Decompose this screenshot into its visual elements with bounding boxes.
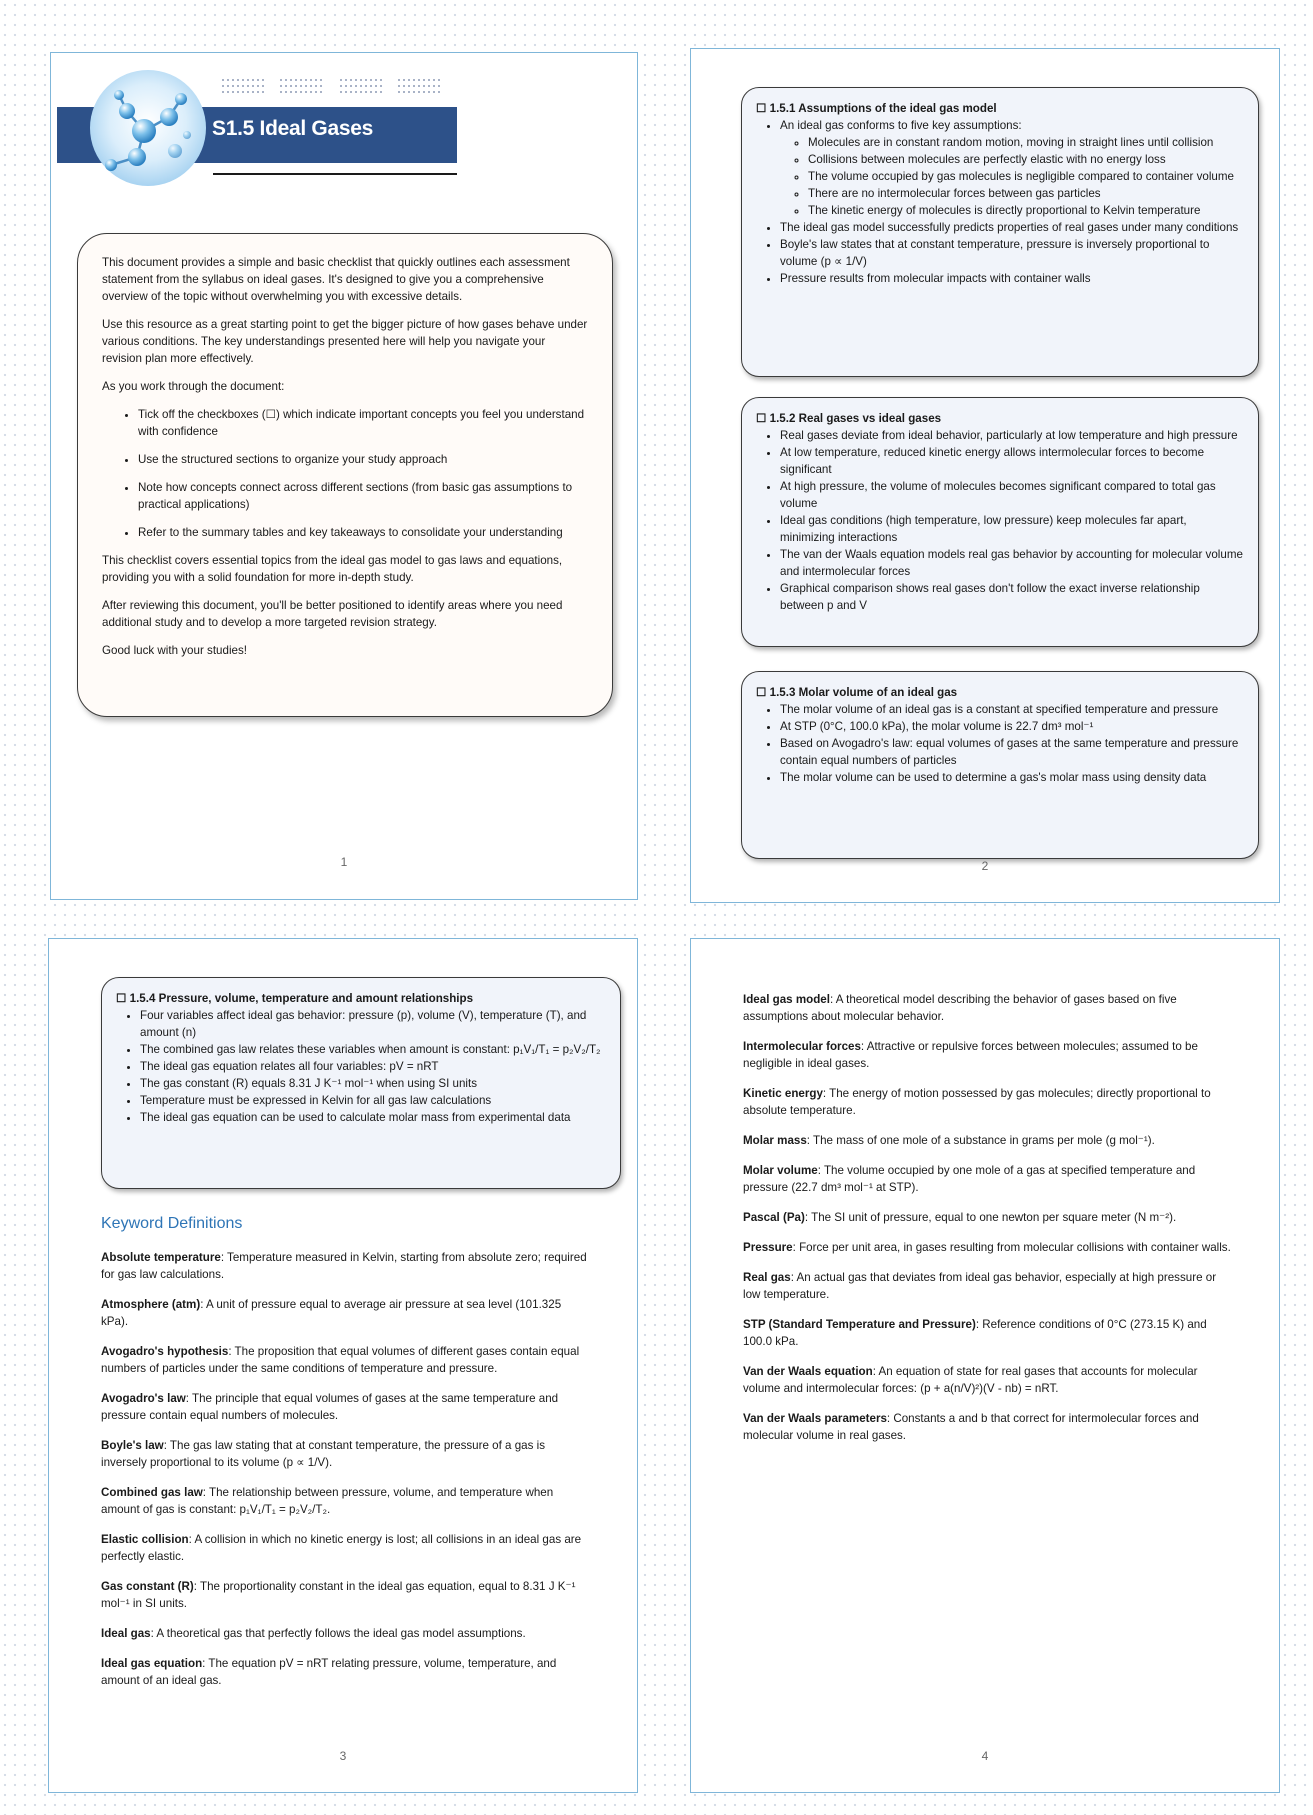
list-item: • Ideal gas conditions (high temperature, low pressure) keep molecules far apart, minimizing interactions	[780, 512, 1244, 546]
list-item: ◦ The kinetic energy of molecules is directly proportional to Kelvin temperature	[808, 202, 1244, 219]
intro-paragraph: As you work through the document:	[102, 380, 285, 393]
list-item: ◦ Collisions between molecules are perfectly elastic with no energy loss	[808, 151, 1244, 168]
list-item: • Pressure results from molecular impacts with container walls	[780, 270, 1244, 287]
list-item: • The ideal gas model successfully predicts properties of real gases under many conditions	[780, 219, 1244, 236]
list-item: • The molar volume of an ideal gas is a constant at specified temperature and pressure	[780, 701, 1244, 718]
section-card-1-5-2	[741, 397, 1259, 647]
checkbox-icon[interactable]: ☐	[756, 102, 767, 115]
keyword-definition: Pressure: Force per unit area, in gases resulting from molecular collisions with container walls.	[743, 1241, 1231, 1254]
keyword-definition: Molar volume: The volume occupied by one mole of a gas at specified temperature and pressure (22.7 dm³ mol⁻¹ at STP).	[743, 1164, 1196, 1194]
list-item: • The ideal gas equation can be used to calculate molar mass from experimental data	[140, 1109, 606, 1126]
list-item: • Tick off the checkboxes (☐) which indicate important concepts you feel you understand with confidence	[138, 406, 588, 440]
section-title: ☐ 1.5.2 Real gases vs ideal gases	[756, 412, 942, 425]
section-card-1-5-1	[741, 87, 1259, 377]
list-item: • At low temperature, reduced kinetic energy allows intermolecular forces to become significant	[780, 444, 1244, 478]
intro-paragraph: This document provides a simple and basic checklist that quickly outlines each assessment statement from the syllabus on ideal gases. It's designed to give you a comprehensive overview of the topic without overwhelming you with excessive details.	[102, 256, 570, 303]
intro-paragraph: Good luck with your studies!	[102, 644, 247, 657]
list-item: ◦ Molecules are in constant random motion, moving in straight lines until collision	[808, 134, 1244, 151]
list-item: • Graphical comparison shows real gases don't follow the exact inverse relationship between p and V	[780, 580, 1244, 614]
intro-paragraph: After reviewing this document, you'll be better positioned to identify areas where you need additional study and to develop a more targeted revision strategy.	[102, 599, 563, 629]
checkbox-icon[interactable]: ☐	[756, 686, 767, 699]
list-item: • An ideal gas conforms to five key assumptions: ◦ Molecules are in constant random motion, moving in straight lines until collision ◦ Collisions between molecules are perfectly elastic with no energy loss ◦ The volume occupied by gas molecules is negligible compared to container volume ◦ There are no intermolecular forces between gas particles ◦ The kinetic energy of molecules is directly proportional to Kelvin temperature	[780, 117, 1244, 219]
list-item: • At high pressure, the volume of molecules becomes significant compared to total gas volume	[780, 478, 1244, 512]
page-number: 2	[981, 859, 989, 873]
intro-bullet-list	[102, 406, 588, 541]
list-item: • Real gases deviate from ideal behavior, particularly at low temperature and high pressure	[780, 427, 1244, 444]
keyword-definition: Molar mass: The mass of one mole of a substance in grams per mole (g mol⁻¹).	[743, 1134, 1155, 1147]
section-title: ☐ 1.5.1 Assumptions of the ideal gas model	[756, 102, 997, 115]
keyword-definition: Van der Waals equation: An equation of state for real gases that accounts for molecular volume and intermolecular forces: (p + a(n/V)²)(V - nb) = nRT.	[743, 1365, 1198, 1395]
keyword-definitions-heading: Keyword Definitions	[101, 1215, 243, 1232]
page-2	[690, 48, 1280, 903]
keyword-definition: Ideal gas equation: The equation pV = nRT relating pressure, volume, temperature, and amount of an ideal gas.	[101, 1657, 557, 1687]
keyword-definition: Real gas: An actual gas that deviates from ideal gas behavior, especially at high pressure or low temperature.	[743, 1271, 1217, 1301]
list-item: • Note how concepts connect across different sections (from basic gas assumptions to practical applications)	[138, 479, 588, 513]
intro-paragraph: Use this resource as a great starting point to get the bigger picture of how gases behave under various conditions. The key understandings presented here will help you navigate your revision plan more effectively.	[102, 318, 588, 365]
list-item: • At STP (0°C, 100.0 kPa), the molar volume is 22.7 dm³ mol⁻¹	[780, 718, 1244, 735]
list-item: • Refer to the summary tables and key takeaways to consolidate your understanding	[138, 524, 588, 541]
page-number: 4	[981, 1749, 989, 1763]
keyword-definition: Van der Waals parameters: Constants a and b that correct for intermolecular forces and molecular volume in real gases.	[743, 1412, 1199, 1442]
keyword-definition: Avogadro's law: The principle that equal volumes of gases at the same temperature and pressure contain equal numbers of molecules.	[101, 1392, 559, 1422]
keyword-definition: Kinetic energy: The energy of motion possessed by gas molecules; directly proportional to absolute temperature.	[743, 1087, 1211, 1117]
keyword-definition: Pascal (Pa): The SI unit of pressure, equal to one newton per square meter (N m⁻²).	[743, 1211, 1177, 1224]
list-item: • The van der Waals equation models real gas behavior by accounting for molecular volume and intermolecular forces	[780, 546, 1244, 580]
page-1	[50, 52, 638, 900]
keyword-definition: STP (Standard Temperature and Pressure): Reference conditions of 0°C (273.15 K) and 100.0 kPa.	[743, 1318, 1207, 1348]
list-item: • The combined gas law relates these variables when amount is constant: p₁V₁/T₁ = p₂V₂/T₂	[140, 1041, 606, 1058]
keyword-definition: Boyle's law: The gas law stating that at constant temperature, the pressure of a gas is inversely proportional to its volume (p ∝ 1/V).	[101, 1439, 545, 1469]
page-4	[690, 938, 1280, 1793]
list-item: • The gas constant (R) equals 8.31 J K⁻¹ mol⁻¹ when using SI units	[140, 1075, 606, 1092]
document-title: S1.5 Ideal Gases	[212, 117, 373, 140]
page-3	[48, 938, 638, 1793]
keyword-definition: Elastic collision: A collision in which no kinetic energy is lost; all collisions in an ideal gas are perfectly elastic.	[101, 1533, 582, 1563]
keyword-definition: Ideal gas: A theoretical gas that perfectly follows the ideal gas model assumptions.	[101, 1627, 526, 1640]
checkbox-icon[interactable]: ☐	[756, 412, 767, 425]
keyword-definition: Gas constant (R): The proportionality constant in the ideal gas equation, equal to 8.31 J K⁻¹ mol⁻¹ in SI units.	[101, 1580, 576, 1610]
list-item: ◦ There are no intermolecular forces between gas particles	[808, 185, 1244, 202]
list-item: • Temperature must be expressed in Kelvin for all gas law calculations	[140, 1092, 606, 1109]
list-item: ◦ The volume occupied by gas molecules is negligible compared to container volume	[808, 168, 1244, 185]
list-item: • The molar volume can be used to determine a gas's molar mass using density data	[780, 769, 1244, 786]
banner-overlay	[57, 107, 457, 163]
keyword-definition: Avogadro's hypothesis: The proposition that equal volumes of different gases contain equal numbers of particles under the same conditions of temperature and pressure.	[101, 1345, 580, 1375]
intro-card	[77, 233, 613, 717]
list-item: • Based on Avogadro's law: equal volumes of gases at the same temperature and pressure contain equal numbers of particles	[780, 735, 1244, 769]
keyword-definition: Intermolecular forces: Attractive or repulsive forces between molecules; assumed to be negligible in ideal gases.	[743, 1040, 1198, 1070]
section-title: ☐ 1.5.4 Pressure, volume, temperature and amount relationships	[116, 992, 474, 1005]
list-item: • The ideal gas equation relates all four variables: pV = nRT	[140, 1058, 606, 1075]
keyword-definition: Combined gas law: The relationship between pressure, volume, and temperature when amount of gas is constant: p₁V₁/T₁ = p₂V₂/T₂.	[101, 1486, 554, 1516]
list-item: • Use the structured sections to organize your study approach	[138, 451, 588, 468]
keyword-definition: Atmosphere (atm): A unit of pressure equal to average air pressure at sea level (101.325 kPa).	[101, 1298, 562, 1328]
page-number: 1	[340, 855, 348, 869]
section-title: ☐ 1.5.3 Molar volume of an ideal gas	[756, 686, 958, 699]
keyword-definition: Ideal gas model: A theoretical model describing the behavior of gases based on five assumptions about molecular behavior.	[743, 993, 1177, 1023]
section-card-1-5-4	[101, 977, 621, 1189]
keyword-list	[743, 991, 1233, 1457]
list-item: • Boyle's law states that at constant temperature, pressure is inversely proportional to volume (p ∝ 1/V)	[780, 236, 1244, 270]
keyword-list	[101, 1249, 591, 1702]
keyword-definition: Absolute temperature: Temperature measured in Kelvin, starting from absolute zero; required for gas law calculations.	[101, 1251, 587, 1281]
title-underline	[213, 173, 457, 175]
intro-paragraph: This checklist covers essential topics from the ideal gas model to gas laws and equations, providing you with a solid foundation for more in-depth study.	[102, 554, 563, 584]
page-number: 3	[339, 1749, 347, 1763]
list-item: • Four variables affect ideal gas behavior: pressure (p), volume (V), temperature (T), and amount (n)	[140, 1007, 606, 1041]
decorative-dots-icon	[221, 77, 446, 99]
section-card-1-5-3	[741, 671, 1259, 859]
checkbox-icon[interactable]: ☐	[116, 992, 127, 1005]
